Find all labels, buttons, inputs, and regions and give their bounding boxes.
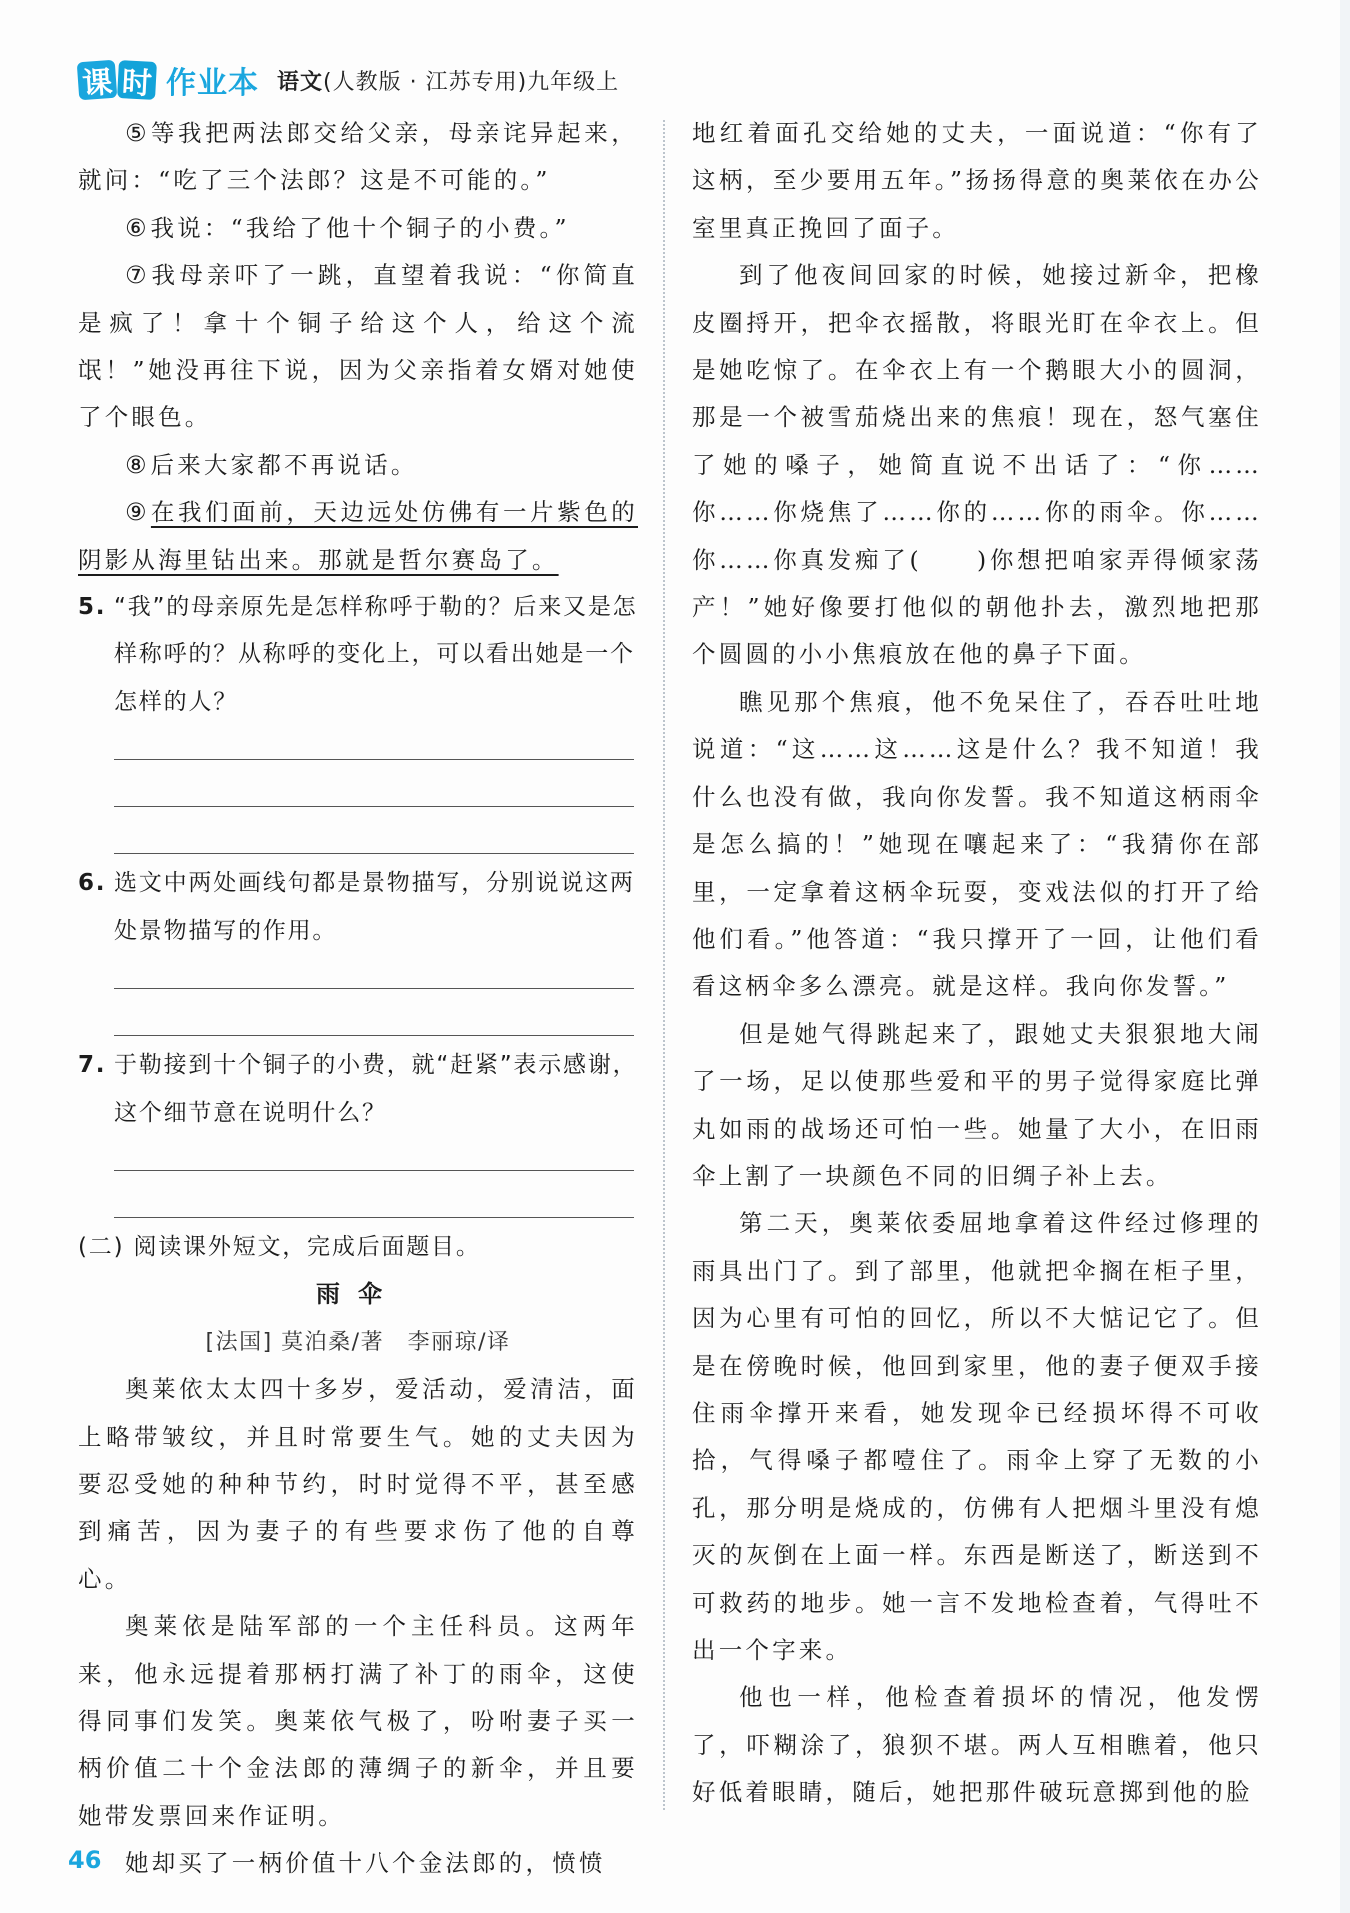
- answer-line[interactable]: [114, 1137, 634, 1171]
- answer-line[interactable]: [114, 955, 634, 989]
- question-text: 于勒接到十个铜子的小费，就“赶紧”表示感谢，这个细节意在说明什么？: [114, 1052, 638, 1126]
- paragraph-8: [78, 442, 638, 489]
- answer-line[interactable]: [114, 760, 634, 807]
- question-number: 7.: [78, 1052, 107, 1079]
- article-paragraph: 地红着面孔交给她的丈夫，一面说道：“你有了这柄，至少要用五年。”扬扬得意的奥莱依在办公室里真正挽回了面子。: [692, 119, 1262, 242]
- paragraph-number: ⑨: [125, 498, 147, 527]
- section-heading: (二) 阅读课外短文，完成后面题目。: [78, 1233, 481, 1260]
- logo-char-1: 课: [77, 60, 118, 101]
- paragraph-9: [78, 489, 638, 584]
- article-paragraph: 到了他夜间回家的时候，她接过新伞，把橡皮圈捋开，把伞衣摇散，将眼光盯在伞衣上。但是她吃惊了。在伞衣上有一个鹅眼大小的圆洞，那是一个被雪茄烧出来的焦痕！现在，怒气塞住了她的嗓子，她简直说不出话了：“你……你……你烧焦了……你的……你的雨伞。你……你……你真发痴了( )你想把咱家弄得倾家荡产！”她好像要打他似的朝他扑去，激烈地把那个圆圆的小小焦痕放在他的鼻子下面。: [692, 261, 1262, 669]
- logo-text: 作业本: [166, 66, 259, 101]
- article-paragraph: 奥莱依是陆军部的一个主任科员。这两年来，他永远提着那柄打满了补丁的雨伞，这使得同事们发笑。奥莱依气极了，吩咐妻子买一柄价值二十个金法郎的薄绸子的新伞，并且要她带发票回来作证明。: [78, 1612, 638, 1830]
- paragraph-text: 我说：“我给了他十个铜子的小费。”: [150, 213, 570, 242]
- paragraph-text: 我母亲吓了一跳，直望着我说：“你简直是疯了！拿十个铜子给这个人，给这个流氓！”她没再往下说，因为父亲指着女婿对她使了个眼色。: [78, 261, 638, 432]
- article-paragraph: 她却买了一柄价值十八个金法郎的，愤愤: [125, 1849, 606, 1878]
- question-text: “我”的母亲原先是怎样称呼于勒的？后来又是怎样称呼的？从称呼的变化上，可以看出她是一个怎样的人？: [114, 594, 638, 715]
- article-paragraph: 瞧见那个焦痕，他不免呆住了，吞吞吐吐地说道：“这……这……这是什么？我不知道！我什么也没有做，我向你发誓。我不知道这柄雨伞是怎么搞的！”她现在嚷起来了：“我猜你在部里，一定拿着这柄伞玩耍，变戏法似的打开了给他们看。”他答道：“我只撑开了一回，让他们看看这柄伞多么漂亮。就是这样。我向你发誓。”: [692, 687, 1262, 1001]
- article-paragraph: 但是她气得跳起来了，跟她丈夫狠狠地大闹了一场，足以使那些爱和平的男子觉得家庭比弹丸如雨的战场还可怕一些。她量了大小，在旧雨伞上割了一块颜色不同的旧绸子补上去。: [692, 1019, 1262, 1190]
- book-logo: [78, 58, 259, 102]
- paragraph-7: [78, 252, 638, 442]
- right-column: [692, 110, 1262, 1817]
- question-5: [78, 584, 638, 726]
- question-number: 5.: [78, 594, 107, 621]
- question-6: [78, 860, 638, 955]
- paragraph-number: ⑦: [125, 261, 148, 290]
- answer-line[interactable]: [114, 989, 634, 1036]
- page-number: 46: [68, 1846, 102, 1874]
- question-text: 选文中两处画线句都是景物描写，分别说说这两处景物描写的作用。: [114, 870, 635, 944]
- page-edge: [1340, 0, 1350, 1913]
- article-paragraph: 他也一样，他检查着损坏的情况，他发愣了，吓糊涂了，狼狈不堪。两人互相瞧着，他只好低着眼睛，随后，她把那件破玩意掷到他的脸: [692, 1683, 1262, 1807]
- logo-char-2: 时: [117, 60, 157, 100]
- subject-label: [277, 65, 619, 96]
- left-column: [78, 110, 638, 1888]
- question-7: [78, 1042, 638, 1137]
- column-divider: [663, 120, 665, 1810]
- paragraph-number: ⑧: [125, 450, 147, 479]
- paragraph-6: [78, 205, 638, 252]
- paragraph-text: 后来大家都不再说话。: [150, 450, 418, 479]
- paragraph-number: ⑤: [125, 119, 147, 147]
- page-header: [78, 56, 619, 104]
- answer-line[interactable]: [114, 726, 634, 760]
- article-title: 雨伞: [316, 1280, 400, 1309]
- subject-name: 语文: [277, 69, 324, 95]
- answer-line[interactable]: [114, 1171, 634, 1218]
- edition-label: (人教版 · 江苏专用)九年级上: [323, 69, 620, 95]
- article-author: [法国] 莫泊桑/著 李丽琼/译: [205, 1329, 511, 1355]
- paragraph-text: 等我把两法郎交给父亲，母亲诧异起来，就问：“吃了三个法郎？这是不可能的。”: [78, 119, 638, 195]
- paragraph-number: ⑥: [125, 213, 147, 242]
- article-paragraph: 奥莱依太太四十多岁，爱活动，爱清洁，面上略带皱纹，并且时常要生气。她的丈夫因为要忍受她的种种节约，时时觉得不平，甚至感到痛苦，因为妻子的有些要求伤了他的自尊心。: [78, 1375, 638, 1593]
- answer-line[interactable]: [114, 807, 634, 854]
- underlined-scenery-sentence: 在我们面前，天边远处仿佛有一片紫色的阴影从海里钻出来。那就是哲尔赛岛了。: [78, 498, 638, 574]
- question-number: 6.: [78, 870, 107, 897]
- article-paragraph: 第二天，奥莱依委屈地拿着这件经过修理的雨具出门了。到了部里，他就把伞搁在柜子里，因为心里有可怕的回忆，所以不大惦记它了。但是在傍晚时候，他回到家里，他的妻子便双手接住雨伞撑开来看，她发现伞已经损坏得不可收拾，气得嗓子都噎住了。雨伞上穿了无数的小孔，那分明是烧成的，仿佛有人把烟斗里没有熄灭的灰倒在上面一样。东西是断送了，断送到不可救药的地步。她一言不发地检查着，气得吐不出一个字来。: [692, 1209, 1262, 1664]
- paragraph-5: [78, 110, 638, 205]
